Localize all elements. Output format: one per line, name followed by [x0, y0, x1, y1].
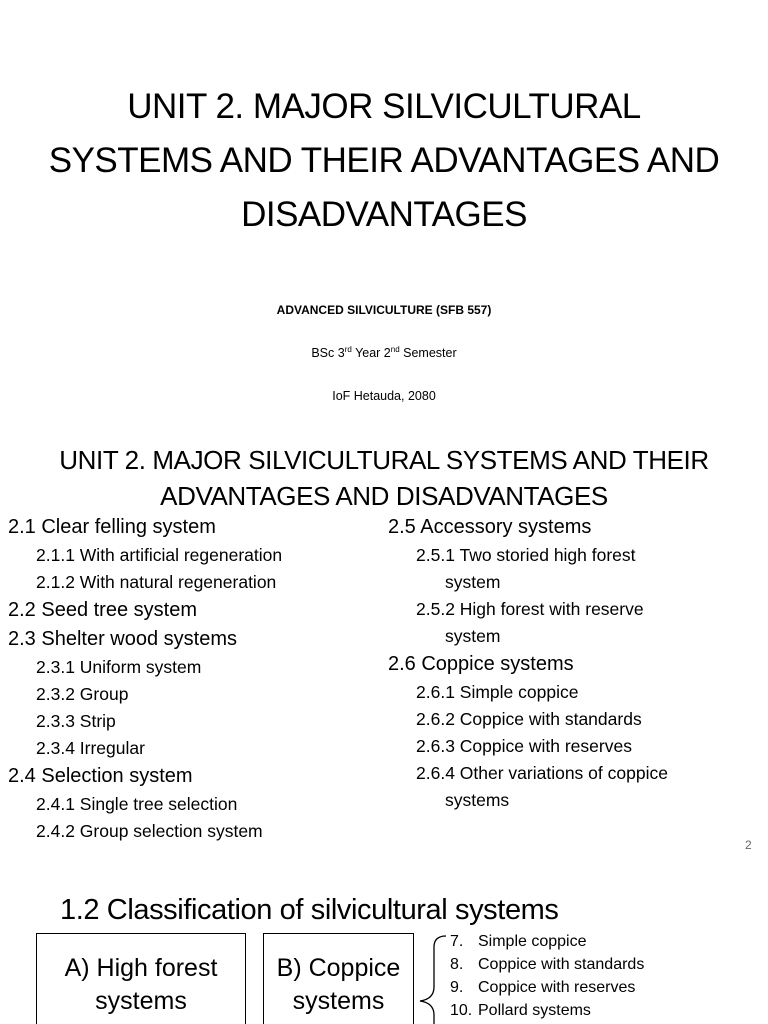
- slide1-title: [0, 80, 768, 242]
- level-bsc: BSc 3: [311, 346, 345, 360]
- list-item: [450, 999, 644, 1022]
- outline-subsection: system: [445, 626, 501, 646]
- page-number: 2: [745, 838, 752, 852]
- list-item-number: 10.: [450, 1002, 473, 1019]
- course-name: ADVANCED SILVICULTURE (SFB 557): [276, 303, 492, 317]
- slide2-title-line: ADVANTAGES AND DISADVANTAGES: [160, 481, 608, 511]
- high-forest-systems-box: [36, 933, 246, 1024]
- slide3-title: 1.2 Classification of silvicultural systems: [60, 894, 559, 926]
- slide1-title-line: DISADVANTAGES: [241, 195, 527, 234]
- outline-subsection: 2.6.3 Coppice with reserves: [416, 736, 632, 756]
- outline-subsection: 2.1.2 With natural regeneration: [36, 572, 277, 592]
- list-item-number: 8.: [450, 956, 464, 973]
- outline-subsection: 2.3.1 Uniform system: [36, 657, 202, 677]
- slide2-title: [0, 442, 768, 514]
- outline-subsection: 2.3.2 Group: [36, 684, 129, 704]
- outline-subsection: 2.4.1 Single tree selection: [36, 794, 238, 814]
- list-item-text: Pollard systems: [478, 1002, 591, 1019]
- outline-subsection: 2.5.1 Two storied high forest: [416, 545, 636, 565]
- outline-subsection: 2.5.2 High forest with reserve: [416, 599, 644, 619]
- list-item: [450, 953, 644, 976]
- slide1-title-line: SYSTEMS AND THEIR ADVANTAGES AND: [48, 141, 720, 180]
- list-item: [450, 930, 644, 953]
- curly-brace-icon: [414, 933, 450, 1024]
- list-item-number: 9.: [450, 979, 464, 996]
- outline-section: 2.5 Accessory systems: [388, 516, 592, 538]
- slide1-title-line: UNIT 2. MAJOR SILVICULTURAL: [127, 87, 641, 126]
- outline-subsection: 2.6.1 Simple coppice: [416, 682, 579, 702]
- outline-subsection: 2.1.1 With artificial regeneration: [36, 545, 283, 565]
- list-item-text: Coppice with reserves: [478, 979, 636, 996]
- box-a-line: A) High forest: [64, 954, 218, 982]
- outline-left-column: [8, 513, 378, 845]
- list-item-number: 7.: [450, 933, 464, 950]
- outline-subsection: 2.4.2 Group selection system: [36, 821, 263, 841]
- coppice-systems-box: [263, 933, 414, 1024]
- coppice-list: [450, 930, 644, 1022]
- outline-right-column: [388, 513, 758, 814]
- list-item-text: Simple coppice: [478, 933, 587, 950]
- level-rd: rd: [344, 345, 352, 354]
- outline-subsection: systems: [445, 790, 510, 810]
- list-item: [450, 976, 644, 999]
- list-item-text: Coppice with standards: [478, 956, 645, 973]
- outline-section: 2.4 Selection system: [8, 765, 193, 787]
- program-level: [0, 346, 768, 360]
- box-b-line: B) Coppice: [276, 954, 401, 982]
- level-year: Year 2: [351, 346, 391, 360]
- outline-section: 2.2 Seed tree system: [8, 599, 197, 621]
- outline-subsection: 2.6.2 Coppice with standards: [416, 709, 642, 729]
- outline-section: 2.6 Coppice systems: [388, 653, 574, 675]
- outline-subsection: 2.3.3 Strip: [36, 711, 116, 731]
- outline-subsection: 2.6.4 Other variations of coppice: [416, 763, 668, 783]
- box-b-line: systems: [292, 987, 385, 1015]
- outline-section: 2.1 Clear felling system: [8, 516, 216, 538]
- level-nd: nd: [390, 345, 400, 354]
- institution: IoF Hetauda, 2080: [332, 389, 436, 403]
- box-a-line: systems: [95, 987, 187, 1015]
- outline-subsection: system: [445, 572, 501, 592]
- outline-section: 2.3 Shelter wood systems: [8, 628, 237, 650]
- slide2-title-line: UNIT 2. MAJOR SILVICULTURAL SYSTEMS AND THEIR: [59, 445, 709, 475]
- outline-subsection: 2.3.4 Irregular: [36, 738, 145, 758]
- level-semester: Semester: [399, 346, 457, 360]
